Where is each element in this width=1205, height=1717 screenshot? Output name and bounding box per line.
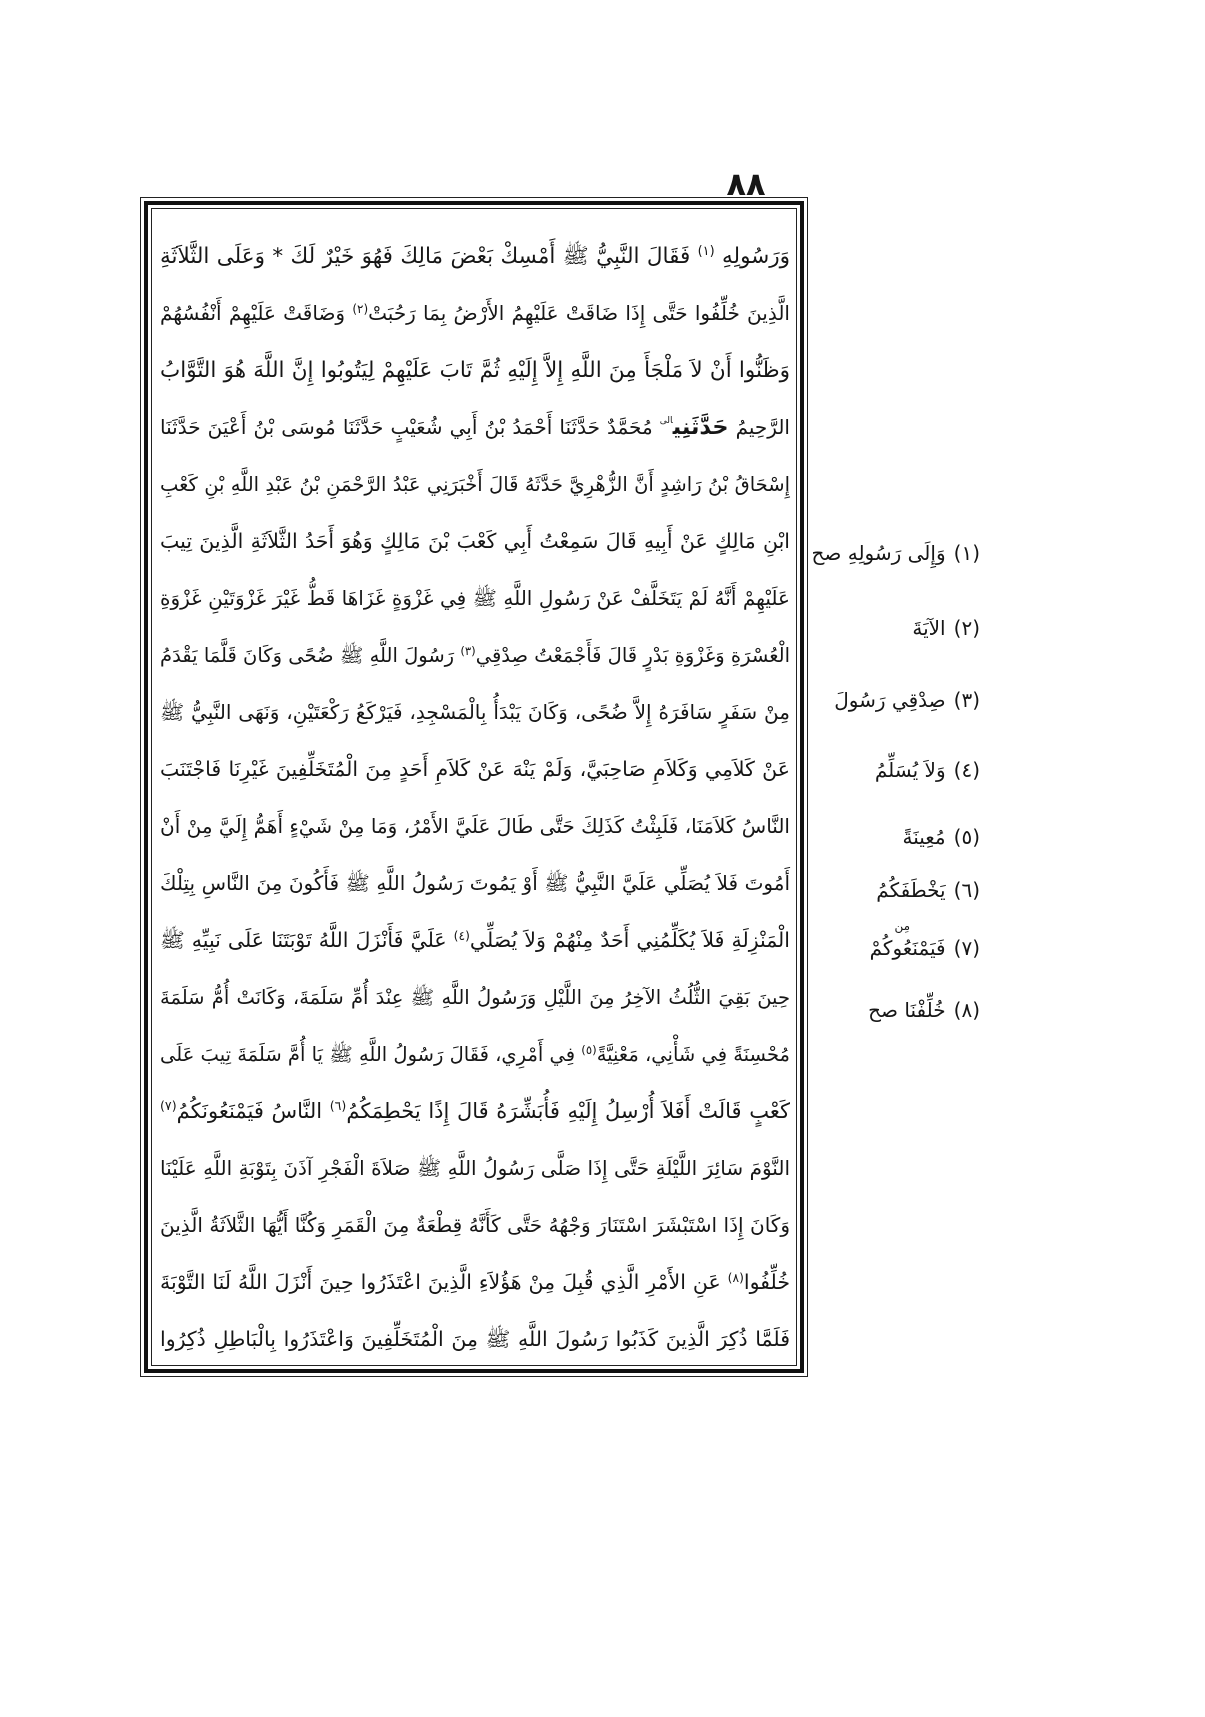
note-number: (٧)	[953, 936, 980, 960]
margin-note	[815, 875, 980, 905]
note-number: (٥)	[953, 825, 980, 849]
interlinear-gloss: الى	[659, 416, 673, 427]
note-text: الآيَةَ	[912, 616, 946, 640]
line-text: أَمُوتَ فَلاَ يُصَلِّي عَلَيَّ النَّبِيُّ ﷺ أَوْ يَمُوتَ رَسُولُ اللَّهِ ﷺ فَأَكُونَ مِنَ النَّاسِ بِتِلْكَ	[160, 871, 790, 895]
bold-text: حَدَّثَنِي	[672, 414, 729, 440]
line-text: وَرَسُولِهِ	[714, 244, 790, 269]
note-number: (١)	[953, 541, 980, 565]
footnote-marker: (٥)	[581, 1042, 597, 1057]
line-text: النَّاسُ فَيَمْنَعُونَكُمُ	[176, 1099, 330, 1123]
line-text: وَظَنُّوا أَنْ لاَ مَلْجَأَ مِنَ اللَّهِ إِلاَّ إِلَيْهِ ثُمَّ تَابَ عَلَيْهِمْ لِيَتُوبُوا إِنَّ اللَّهَ هُوَ التَّوَّابُ	[160, 358, 790, 383]
line-text: النَّاسُ كَلاَمَنَا، فَلَبِثْتُ كَذَلِكَ حَتَّى طَالَ عَلَيَّ الأَمْرُ، وَمَا مِنْ شَيْءٍ أَهَمُّ إِلَيَّ مِنْ أَنْ	[160, 814, 790, 838]
margin-note	[815, 822, 980, 852]
line-text: حِينَ بَقِيَ الثُّلُثُ الآخِرُ مِنَ اللَّيْلِ وَرَسُولُ اللَّهِ ﷺ عِنْدَ أُمِّ سَلَمَةَ، وَكَانَتْ أُمُّ سَلَمَةَ	[160, 986, 790, 1009]
note-text: فَيَمْنَعُوكُمْ	[869, 936, 946, 960]
note-text: مُعِينَةً	[902, 825, 946, 849]
line-text: عَنِ الأَمْرِ الَّذِي قُبِلَ مِنْ هَؤُلاَءِ الَّذِينَ اعْتَذَرُوا حِينَ أَنْزَلَ اللَّهُ لَنَا التَّوْبَةَ	[160, 1270, 728, 1294]
interlinear-gloss: مِن	[894, 919, 910, 933]
line-text: رَسُولَ اللَّهِ ﷺ ضُحًى وَكَانَ قَلَّمَا يَقْدَمُ	[160, 644, 461, 667]
footnote-marker: (٨)	[727, 1270, 744, 1285]
line-text: عَنْ كَلاَمِي وَكَلاَمِ صَاحِبَيَّ، وَلَمْ يَنْهَ عَنْ كَلاَمِ أَحَدٍ مِنَ الْمُتَخَلِّفِينَ غَيْرِنَا فَاجْتَنَبَ	[160, 757, 790, 781]
line-text: عَلَيَّ فَأَنْزَلَ اللَّهُ تَوْبَتَنَا عَلَى نَبِيِّهِ ﷺ	[160, 928, 454, 952]
footnote-marker: (٢)	[352, 301, 369, 316]
note-text: وَلاَ يُسَلِّمُ	[874, 758, 946, 782]
footnote-marker: (١)	[697, 244, 715, 260]
margin-note	[815, 995, 980, 1025]
line-text: النَّوْمَ سَائِرَ اللَّيْلَةِ حَتَّى إِذَا صَلَّى رَسُولُ اللَّهِ ﷺ صَلاَةَ الْفَجْرِ آذَنَ بِتَوْبَةِ اللَّهِ عَلَيْنَا	[160, 1156, 790, 1180]
note-number: (٦)	[953, 878, 980, 902]
note-text: خُلِّفْنَا صح	[868, 998, 946, 1022]
note-number: (٨)	[953, 998, 980, 1022]
line-text: إِسْحَاقُ بْنُ رَاشِدٍ أَنَّ الزُّهْرِيَّ حَدَّثَهُ قَالَ أَخْبَرَنِي عَبْدُ الرَّحْمَنِ بْنُ عَبْدِ اللَّهِ بْنِ كَعْبِ	[160, 473, 790, 496]
note-text: وَإِلَى رَسُولِهِ صح	[811, 541, 946, 565]
line-text: مُحْسِنَةً فِي شَأْنِي، مَعْنِيَّةً	[596, 1043, 790, 1066]
line-text: وَكَانَ إِذَا اسْتَبْشَرَ اسْتَنَارَ وَجْهُهُ حَتَّى كَأَنَّهُ قِطْعَةٌ مِنَ الْقَمَرِ وَكُنَّا أَيُّهَا الثَّلاَثَةُ الَّذِينَ	[160, 1213, 790, 1237]
margin-note	[815, 685, 980, 715]
footnote-marker: (٦)	[329, 1098, 347, 1114]
margin-note	[815, 613, 980, 643]
line-text: وَضَاقَتْ عَلَيْهِمْ أَنْفُسُهُمْ	[160, 301, 353, 325]
line-text: ابْنِ مَالِكٍ عَنْ أَبِيهِ قَالَ سَمِعْتُ أَبِي كَعْبَ بْنَ مَالِكٍ وَهُوَ أَحَدُ الثَّلاَثَةِ الَّذِينَ تِيبَ	[160, 529, 790, 553]
line-text: خُلِّفُوا	[743, 1270, 790, 1294]
line-text: عَلَيْهِمْ أَنَّهُ لَمْ يَتَخَلَّفْ عَنْ رَسُولِ اللَّهِ ﷺ فِي غَزْوَةٍ غَزَاهَا قَطُّ غَيْرَ غَزْوَتَيْنِ غَزْوَةِ	[160, 586, 790, 610]
page-number: ٨٨	[726, 165, 766, 203]
line-text: فَلَمَّا ذُكِرَ الَّذِينَ كَذَبُوا رَسُولَ اللَّهِ ﷺ مِنَ الْمُتَخَلِّفِينَ وَاعْتَذَرُوا بِالْبَاطِلِ ذُكِرُوا	[160, 1327, 790, 1351]
line-text: فَقَالَ النَّبِيُّ ﷺ أَمْسِكْ بَعْضَ مَالِكَ فَهُوَ خَيْرٌ لَكَ * وَعَلَى الثَّلاَثَةِ	[160, 244, 698, 269]
line-text: مُحَمَّدٌ حَدَّثَنَا أَحْمَدُ بْنُ أَبِي شُعَيْبٍ حَدَّثَنَا مُوسَى بْنُ أَعْيَنَ حَدَّثَنَا	[160, 415, 660, 439]
line-text: فِي أَمْرِي، فَقَالَ رَسُولُ اللَّهِ ﷺ يَا أُمَّ سَلَمَةَ تِيبَ عَلَى	[160, 1043, 582, 1066]
margin-note	[811, 538, 980, 568]
line-text: الْمَنْزِلَةِ فَلاَ يُكَلِّمُنِي أَحَدٌ مِنْهُمْ وَلاَ يُصَلِّي	[469, 928, 790, 952]
line-text: الرَّحِيمُ	[728, 415, 790, 439]
footnote-marker: (٣)	[460, 643, 476, 658]
note-number: (٤)	[953, 758, 980, 782]
note-number: (٣)	[953, 688, 980, 712]
margin-note	[815, 919, 980, 963]
note-number: (٢)	[953, 616, 980, 640]
note-text: صِدْقِي رَسُولَ	[834, 688, 946, 712]
line-text: الْعُسْرَةِ وَغَزْوَةِ بَدْرٍ قَالَ فَأَجْمَعْتُ صِدْقِي	[475, 644, 790, 667]
note-text: يَخْطَفَكُمُ	[876, 878, 946, 902]
footnote-marker: (٤)	[453, 928, 470, 943]
line-text: الَّذِينَ خُلِّفُوا حَتَّى إِذَا ضَاقَتْ عَلَيْهِمُ الأَرْضُ بِمَا رَحُبَتْ	[368, 301, 790, 325]
margin-note	[815, 755, 980, 785]
footnote-marker: (٧)	[160, 1098, 177, 1114]
line-text: مِنْ سَفَرٍ سَافَرَهُ إِلاَّ ضُحًى، وَكَانَ يَبْدَأُ بِالْمَسْجِدِ، فَيَرْكَعُ رَكْعَتَيْنِ، وَنَهَى النَّبِيُّ ﷺ	[160, 700, 790, 724]
line-text: كَعْبٍ قَالَتْ أَفَلاَ أُرْسِلُ إِلَيْهِ فَأُبَشِّرَهُ قَالَ إِذًا يَحْطِمَكُمُ	[346, 1099, 790, 1123]
